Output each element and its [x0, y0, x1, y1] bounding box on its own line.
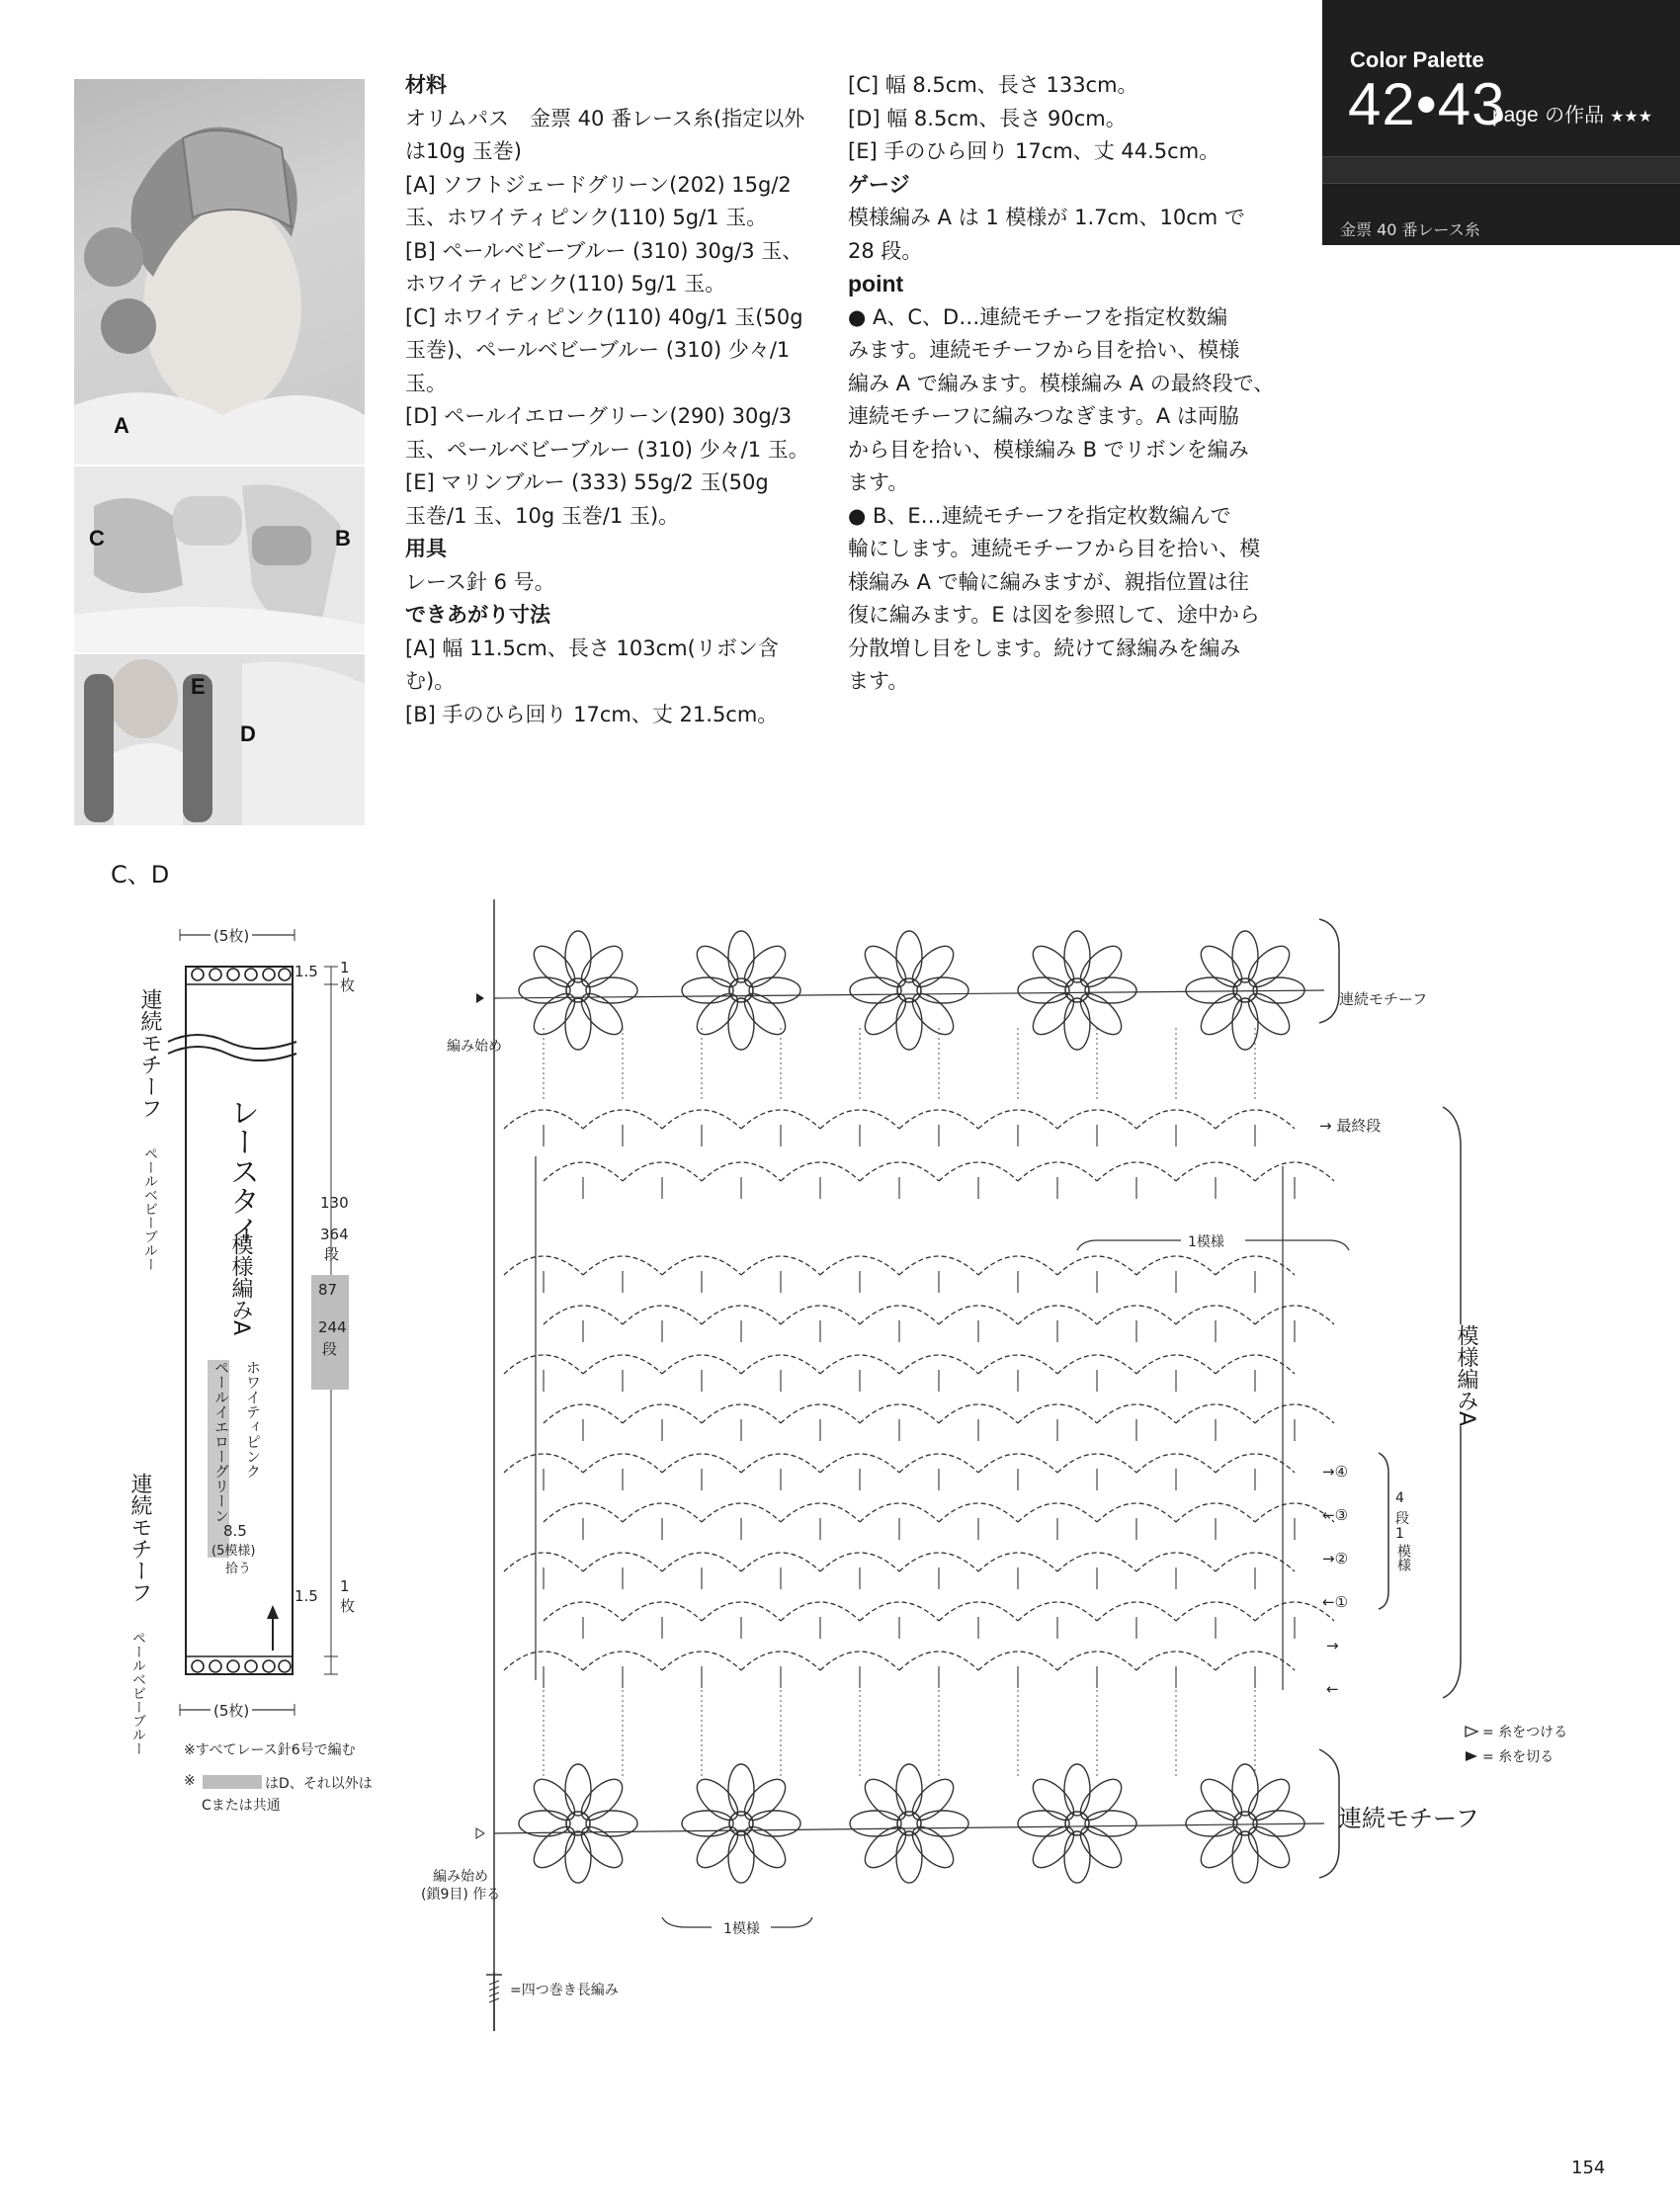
bottom-motif-flower — [1018, 1764, 1136, 1883]
point-line: 様編み A で輪に編みますが、親指位置は往 — [848, 569, 1249, 594]
point-line: 分散増し目をします。続けて縁編みを編み — [848, 635, 1241, 660]
rows-d: 244 — [318, 1318, 347, 1336]
materials-line: 玉、ホワイティピンク(110) 5g/1 玉。 — [405, 206, 768, 229]
motif-petal — [905, 939, 960, 993]
size-line: [A] 幅 11.5cm、長さ 103cm(リボン含む)。 — [405, 635, 779, 693]
row-3-arrow: ←③ — [1322, 1506, 1349, 1524]
motif-petal — [737, 1772, 792, 1826]
last-row-label: → 最終段 — [1319, 1117, 1382, 1135]
motif-petal — [728, 931, 754, 982]
bottom-motif-flower — [519, 1764, 637, 1883]
materials-line: ホワイティピンク(110) 5g/1 玉。 — [405, 272, 726, 296]
motif-petal — [1064, 1764, 1090, 1816]
photo-ed-illustration — [74, 654, 365, 825]
motif-petal — [1073, 939, 1128, 993]
motif-petal — [1064, 1831, 1090, 1883]
note-needle: ※すべてレース針6号で編む — [184, 1742, 356, 1758]
motif-petal — [1241, 986, 1296, 1041]
rows-c: 364 — [320, 1226, 349, 1243]
legend-stitch: =四つ巻き長編み — [510, 1983, 619, 1998]
palette-pages: 42•43 — [1348, 71, 1506, 137]
materials-line: [B] ペールベビーブルー (310) 30g/3 玉、 — [405, 238, 803, 263]
point-line: ● A、C、D…連続モチーフを指定枚数編 — [848, 304, 1228, 329]
tools-heading: 用具 — [405, 537, 447, 560]
motif-petal — [1232, 1831, 1258, 1883]
pick-up: 拾う — [225, 1562, 252, 1576]
motif-petal — [690, 1820, 744, 1874]
tools-text: レース針 6 号。 — [405, 569, 555, 594]
gauge-line: 模様編み A は 1 模様が 1.7cm、10cm で — [848, 206, 1245, 229]
motif-petal — [519, 977, 570, 1003]
materials-line: オリムパス 金票 40 番レース糸(指定以外 — [405, 106, 805, 130]
size-heading: できあがり寸法 — [405, 603, 550, 627]
materials-line: [A] ソフトジェードグリーン(202) 15g/2 — [405, 172, 792, 197]
color-d: ペールイエローグリーン — [212, 1360, 230, 1523]
photo-a — [74, 79, 365, 465]
motif-petal — [565, 1831, 591, 1883]
motif-petal — [728, 1831, 754, 1883]
motif-petal — [1186, 977, 1237, 1003]
photo-label-b: B — [335, 526, 351, 551]
row-4-arrow: →④ — [1322, 1463, 1349, 1481]
photo-a-illustration — [74, 79, 365, 465]
motif-petal — [917, 977, 968, 1003]
rows-dan: 段 — [1395, 1511, 1409, 1527]
bottom-motif-count: (5枚) — [210, 1700, 252, 1721]
size-line: [E] 手のひら回り 17cm、丈 44.5cm。 — [848, 139, 1220, 163]
materials-heading: 材料 — [405, 73, 447, 97]
photo-c-b — [74, 466, 365, 652]
point-line: 編み A で編みます。模様編み A の最終段で、 — [848, 371, 1275, 395]
palette-divider — [1322, 156, 1680, 184]
bottom-motif-label: 連続モチーフ — [1338, 1805, 1479, 1832]
motif-petal — [917, 1811, 968, 1836]
motif-petal — [896, 998, 922, 1050]
piece-subtitle: 模様編みA — [228, 1233, 253, 1336]
motif-petal — [858, 1772, 912, 1826]
color-palette-box — [1322, 0, 1680, 245]
top-motif-chain — [494, 990, 1324, 998]
motif-petal — [690, 939, 744, 993]
legend-cut: = 糸を切る — [1482, 1749, 1554, 1765]
motif-petal — [905, 1772, 960, 1826]
size-line: [B] 手のひら回り 17cm、丈 21.5cm。 — [405, 702, 779, 726]
top-motif-flower — [1018, 931, 1136, 1050]
motif-petal — [858, 939, 912, 993]
repeat-label-top: 1模様 — [1188, 1234, 1224, 1250]
chart-symbols — [415, 899, 1660, 2036]
motif-petal — [737, 939, 792, 993]
motif-petal — [1073, 1820, 1128, 1874]
legend-attach: = 糸をつける — [1482, 1725, 1568, 1740]
photo-cb-illustration — [74, 466, 365, 652]
point-line: ● B、E…連続モチーフを指定枚数編んで — [848, 503, 1231, 528]
motif-label-lower: 連続モチーフ — [127, 1473, 152, 1603]
motif-petal — [574, 986, 629, 1041]
motif-label-upper: 連続モチーフ — [137, 988, 162, 1119]
point-heading: point — [848, 271, 904, 297]
top-one: 1 — [340, 959, 350, 976]
motif-petal — [737, 1820, 792, 1874]
motif-petal — [1241, 1820, 1296, 1874]
crochet-chart — [415, 899, 1660, 2036]
motif-petal — [527, 1820, 581, 1874]
section-label: C、D — [111, 861, 170, 889]
motif-petal — [1232, 1764, 1258, 1816]
bottom-motif-flower — [850, 1764, 968, 1883]
motif-petal — [728, 1764, 754, 1816]
materials-line: 玉、ペールベビーブルー (310) 少々/1 玉。 — [405, 437, 809, 462]
motif-petal — [1026, 1820, 1080, 1874]
note-common: Cまたは共通 — [202, 1798, 281, 1814]
motif-petal — [905, 986, 960, 1041]
row-2-arrow: →② — [1322, 1550, 1349, 1568]
product-photos — [74, 79, 365, 825]
color-c: ホワイティピンク — [244, 1360, 262, 1479]
materials-line: [D] ペールイエローグリーン(290) 30g/3 — [405, 404, 793, 428]
palette-title: Color Palette — [1350, 47, 1484, 72]
motif-petal — [565, 998, 591, 1050]
start-bottom-label: 編み始め — [433, 1869, 488, 1885]
gauge-heading: ゲージ — [848, 172, 910, 197]
size-line: [C] 幅 8.5cm、長さ 133cm。 — [848, 73, 1138, 97]
piece-title: レースタイ — [224, 1097, 259, 1245]
motif-petal — [896, 1831, 922, 1883]
point-line: から目を拾い、模様編み B でリボンを編み — [848, 437, 1249, 462]
motif-petal — [1241, 1772, 1296, 1826]
top-mai: 枚 — [340, 976, 356, 994]
motif-petal — [586, 977, 637, 1003]
motif-petal — [1018, 977, 1069, 1003]
start-top-label: 編み始め — [447, 1039, 502, 1055]
motif-petal — [565, 931, 591, 982]
start-bottom-chain: (鎖9目) 作る — [421, 1887, 501, 1903]
rows-one: 1 — [1395, 1526, 1404, 1542]
photo-label-c: C — [89, 526, 105, 551]
motif-color-lower: ペールベビーブルー — [130, 1631, 146, 1755]
motif-petal — [574, 939, 629, 993]
note-d-text: はD、それ以外は — [265, 1776, 373, 1792]
bottom-mai: 枚 — [340, 1597, 356, 1615]
size-line: [D] 幅 8.5cm、長さ 90cm。 — [848, 106, 1127, 130]
photo-e-d — [74, 654, 365, 825]
top-motif-label: 連続モチーフ — [1339, 990, 1428, 1008]
materials-line: 玉巻)、ペールベビーブルー (310) 少々/1 — [405, 338, 791, 362]
point-line: 連続モチーフに編みつなぎます。A は両脇 — [848, 404, 1239, 428]
top-motif-flower — [519, 931, 637, 1050]
motif-petal — [728, 998, 754, 1050]
motif-color-upper: ペールベビーブルー — [142, 1146, 158, 1271]
motif-petal — [850, 977, 901, 1003]
rows-moyou: 模様 — [1395, 1544, 1411, 1571]
gauge-line: 28 段。 — [848, 238, 923, 263]
note-prefix: ※ — [184, 1773, 196, 1789]
materials-line: [C] ホワイティピンク(110) 40g/1 玉(50g — [405, 304, 803, 329]
motif-petal — [1085, 1811, 1136, 1836]
motif-petal — [749, 1811, 800, 1836]
motif-petal — [896, 1764, 922, 1816]
row-arrow-left: ← — [1326, 1680, 1339, 1698]
width-motifs: (5模様) — [211, 1544, 256, 1559]
motif-petal — [1064, 931, 1090, 982]
motif-petal — [1073, 1772, 1128, 1826]
pattern-a-label: 模様編みA — [1451, 1324, 1481, 1426]
motif-petal — [896, 931, 922, 982]
motif-petal — [1073, 986, 1128, 1041]
top-motif-flower — [850, 931, 968, 1050]
motif-petal — [1026, 1772, 1080, 1826]
palette-suffix — [1492, 99, 1652, 127]
length-c: 130 — [320, 1194, 349, 1212]
motif-petal — [1194, 986, 1248, 1041]
rows-d-dan: 段 — [322, 1340, 338, 1358]
motif-petal — [527, 986, 581, 1041]
difficulty-stars: ★★★ — [1610, 107, 1653, 126]
motif-petal — [1232, 998, 1258, 1050]
motif-petal — [682, 1811, 733, 1836]
motif-petal — [1194, 1820, 1248, 1874]
photo-label-a: A — [114, 413, 129, 438]
schematic-diagram — [109, 919, 405, 1792]
motif-petal — [1232, 931, 1258, 982]
bottom-one: 1 — [340, 1577, 350, 1595]
motif-petal — [690, 986, 744, 1041]
motif-petal — [749, 977, 800, 1003]
motif-petal — [1186, 1811, 1237, 1836]
motif-petal — [682, 977, 733, 1003]
top-motif-flower — [682, 931, 800, 1050]
point-line: 復に編みます。E は図を参照して、途中から — [848, 603, 1260, 627]
top-motif-count: (5枚) — [210, 925, 252, 946]
rows-four: 4 — [1395, 1490, 1404, 1506]
motif-petal — [690, 1772, 744, 1826]
row-1-arrow: ←① — [1322, 1593, 1349, 1611]
materials-line: 玉。 — [405, 371, 447, 395]
motif-petal — [850, 1811, 901, 1836]
rows-c-dan: 段 — [324, 1245, 340, 1263]
motif-petal — [1241, 939, 1296, 993]
motif-petal — [1194, 939, 1248, 993]
palette-yarn: 金票 40 番レース糸 — [1340, 220, 1480, 239]
photo-label-d: D — [240, 721, 256, 746]
materials-line: 玉巻/1 玉、10g 玉巻/1 玉)。 — [405, 503, 680, 528]
point-line: ます。 — [848, 669, 909, 693]
page-number: 154 — [1571, 2158, 1606, 2178]
motif-petal — [1194, 1772, 1248, 1826]
materials-column — [405, 69, 820, 731]
width-value: 8.5 — [223, 1522, 247, 1540]
top-height: 1.5 — [294, 963, 318, 980]
palette-suffix-text: の作品 — [1545, 103, 1605, 127]
point-line: ます。 — [848, 470, 909, 494]
row-arrow-right: → — [1326, 1637, 1339, 1654]
motif-petal — [565, 1764, 591, 1816]
point-line: みます。連続モチーフから目を拾い、模様 — [848, 338, 1240, 362]
motif-petal — [1026, 939, 1080, 993]
repeat-label-bottom: 1模様 — [723, 1921, 760, 1937]
bottom-height: 1.5 — [294, 1587, 318, 1605]
palette-page-word: page — [1492, 104, 1539, 127]
point-line: 輪にします。連続モチーフから目を拾い、模 — [848, 537, 1261, 560]
motif-petal — [574, 1772, 629, 1826]
motif-petal — [1026, 986, 1080, 1041]
materials-line: は10g 玉巻) — [405, 139, 522, 163]
length-d: 87 — [318, 1281, 338, 1299]
motif-petal — [574, 1820, 629, 1874]
motif-petal — [1018, 1811, 1069, 1836]
gauge-point-column — [848, 69, 1283, 699]
motif-petal — [1085, 977, 1136, 1003]
bottom-motif-flower — [682, 1764, 800, 1883]
motif-petal — [1064, 998, 1090, 1050]
motif-petal — [527, 1772, 581, 1826]
motif-petal — [527, 939, 581, 993]
photo-label-e: E — [191, 674, 206, 699]
materials-line: [E] マリンブルー (333) 55g/2 玉(50g — [405, 470, 769, 494]
